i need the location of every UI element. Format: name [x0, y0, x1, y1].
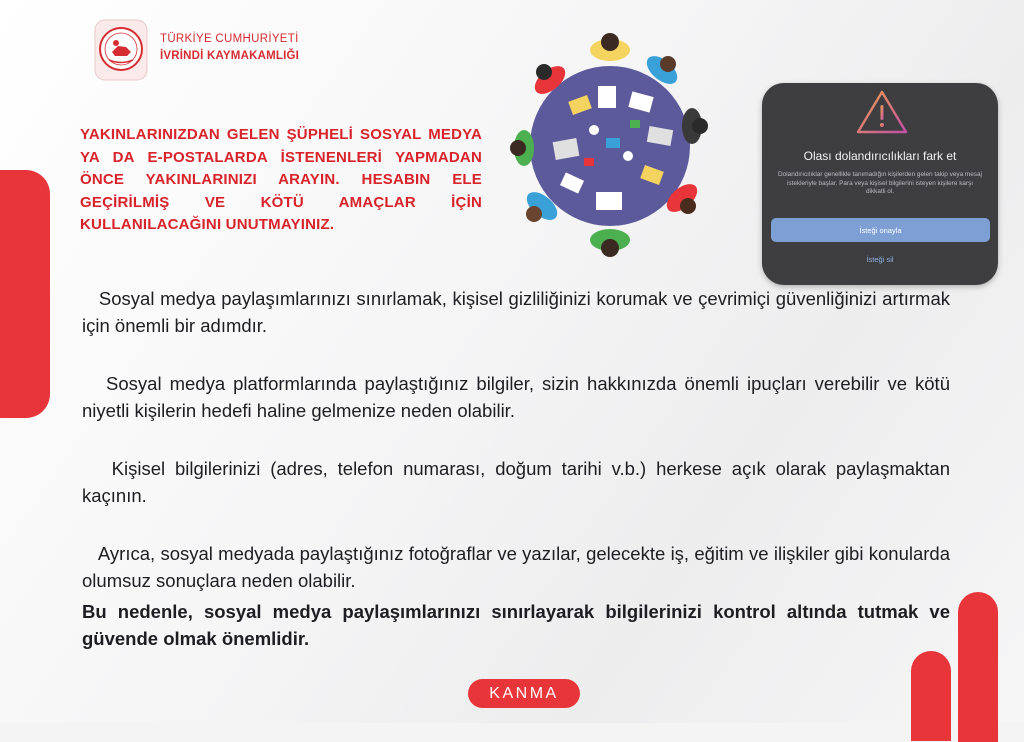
people-around-table-icon: [510, 28, 710, 258]
paragraph-3-text: Kişisel bilgilerinizi (adres, telefon numarası, doğum tarihi v.b.) herkese açık olarak paylaşmaktan kaçının.: [82, 458, 951, 506]
bottom-right-red-bar-short: [911, 651, 951, 741]
government-seal-icon: [94, 19, 148, 81]
paragraph-1-text: Sosyal medya paylaşımlarınızı sınırlamak, kişisel gizliliğinizi korumak ve çevrimiçi güvenliğinizi artırmak için önemli bir adımdır.: [82, 288, 951, 336]
paragraph-indent: [82, 373, 106, 394]
paragraph-indent: [82, 543, 98, 564]
org-name-line1: TÜRKİYE CUMHURİYETİ: [160, 33, 299, 45]
paragraph-4-text: Ayrıca, sosyal medyada paylaştığınız fotoğraflar ve yazılar, gelecekte iş, eğitim ve ilişkiler gibi konularda olumsuz sonuçlara neden olabilir.: [82, 543, 950, 591]
alert-title: Olası dolandırıcılıkları fark et: [803, 149, 957, 163]
warning-triangle-icon: [854, 88, 910, 138]
paragraph-2: [82, 370, 950, 424]
paragraph-1: [82, 285, 950, 339]
alert-description: Dolandırıcılıklar genellikle tanımadığın kişilerden gelen takip veya mesaj istekleriyle başlar. Para veya kişisel bilgilerini isteyen kişilere karşı dikkatli ol.: [778, 171, 982, 195]
confirm-request-button[interactable]: İsteği onayla: [771, 218, 990, 242]
bottom-right-red-bar-tall: [958, 592, 998, 742]
paragraph-indent: [82, 458, 112, 479]
delete-request-link[interactable]: İsteği sil: [866, 255, 894, 264]
paragraph-4: [82, 540, 950, 594]
warning-text: YAKINLARINIZDAN GELEN ŞÜPHELİ SOSYAL MEDYA YA DA E-POSTALARDA İSTENENLERİ YAPMADAN ÖNCE YAKINLARINIZI ARAYIN. HESABIN ELE GEÇİRİLMİŞ VE KÖTÜ AMAÇLAR İÇİN KULLANILACAĞINI UNUTMAYINIZ.: [80, 126, 482, 233]
paragraph-5: Bu nedenle, sosyal medya paylaşımlarınızı sınırlayarak bilgilerinizi kontrol altında tutmak ve güvende olmak önemlidir.: [82, 601, 950, 649]
paragraph-2-text: Sosyal medya platformlarında paylaştığınız bilgiler, sizin hakkınızda önemli ipuçları verebilir ve kötü niyetli kişilerin hedefi haline gelmenize neden olabilir.: [82, 373, 950, 421]
paragraph-indent: [82, 288, 99, 309]
org-name-line2: İVRİNDİ KAYMAKAMLIĞI: [160, 50, 300, 62]
kanma-badge: KANMA: [468, 679, 580, 708]
paragraph-3: [82, 455, 950, 509]
left-red-bar: [0, 170, 50, 418]
